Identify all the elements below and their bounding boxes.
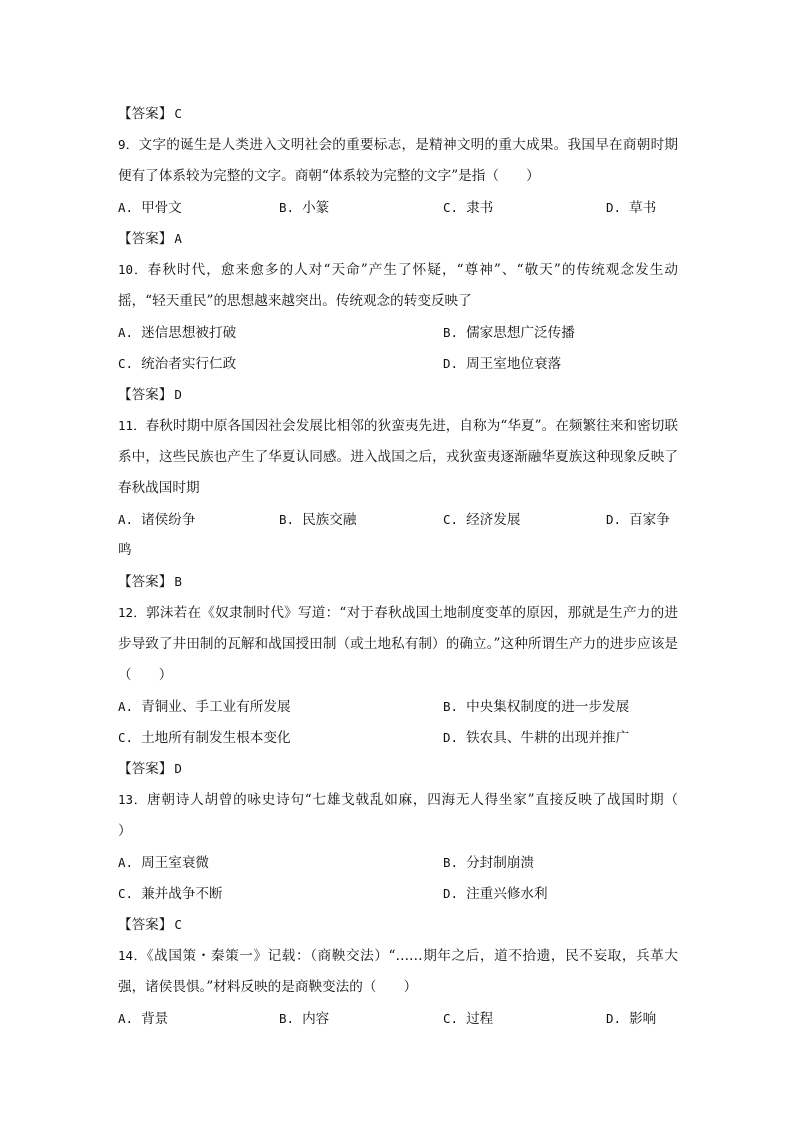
option-letter: C. (118, 886, 134, 901)
answer-line (118, 566, 678, 597)
option-a (118, 1003, 168, 1035)
option-c (118, 348, 236, 380)
question-13-options-row-1 (118, 847, 678, 878)
option-d-wrapped-text: 鸣 (118, 542, 132, 558)
option-c (443, 504, 520, 536)
question-13-stem (118, 784, 706, 847)
option-d (443, 722, 629, 754)
option-letter: D. (443, 730, 459, 745)
option-b (443, 847, 534, 879)
question-number: 13． (118, 792, 148, 807)
question-11-stem (118, 410, 678, 504)
answer-value: D (174, 387, 182, 402)
question-9-stem (118, 129, 678, 192)
answer-line (118, 98, 678, 129)
option-letter: C. (443, 1011, 459, 1026)
question-13-options-row-2 (118, 878, 678, 909)
option-b (279, 1003, 329, 1035)
option-letter: D. (443, 356, 459, 371)
option-letter: C. (443, 200, 459, 215)
option-letter: C. (118, 356, 134, 371)
answer-label: 【答案】 (118, 231, 173, 247)
answer-label: 【答案】 (118, 574, 173, 590)
question-text: 春秋时期中原各国因社会发展比相邻的狄蛮夷先进，自称为“华夏”。在频繁往来和密切联系中，这些民族也产生了华夏认同感。进入战国之后，戎狄蛮夷逐渐融华夏族这种现象反映了春秋战国时期 (118, 418, 678, 496)
question-text: 《战国策・秦策一》记载：（商鞅交法）“……期年之后，道不拾遗，民不妄取，兵革大强，诸侯畏惧。”材料反映的是商鞅变法的（ ） (118, 948, 678, 995)
answer-value: C (174, 917, 182, 932)
option-text: 草书 (629, 200, 657, 216)
option-text: 隶书 (466, 200, 494, 216)
option-text: 铁农具、牛耕的出现并推广 (466, 730, 630, 746)
answer-value: B (174, 574, 182, 589)
option-letter: B. (279, 1011, 295, 1026)
question-list (118, 98, 706, 1034)
option-a (118, 504, 195, 536)
answer-label: 【答案】 (118, 387, 173, 403)
option-c (118, 722, 291, 754)
question-9-options (118, 192, 678, 223)
option-d (443, 348, 561, 380)
option-text: 影响 (629, 1011, 657, 1027)
option-text: 青铜业、手工业有所发展 (141, 699, 291, 715)
option-text: 迷信思想被打破 (141, 325, 237, 341)
option-c (443, 1003, 493, 1035)
option-b (279, 504, 356, 536)
option-text: 小篆 (302, 200, 330, 216)
option-letter: B. (443, 325, 459, 340)
option-letter: A. (118, 512, 134, 527)
option-text: 经济发展 (466, 512, 521, 528)
option-text: 背景 (141, 1011, 169, 1027)
option-a (118, 847, 209, 879)
question-11-options (118, 504, 678, 535)
option-d (606, 192, 656, 224)
option-text: 过程 (466, 1011, 494, 1027)
option-letter: B. (443, 855, 459, 870)
option-text: 周王室地位衰落 (466, 356, 562, 372)
answer-line (118, 379, 678, 410)
question-text: 春秋时代，愈来愈多的人对“天命”产生了怀疑，“尊神”、“敬天”的传统观念发生动摇，“轻天重民”的思想越来越突出。传统观念的转变反映了 (118, 262, 678, 309)
option-d (606, 504, 670, 536)
option-text: 诸侯纷争 (141, 512, 196, 528)
option-d (606, 1003, 656, 1035)
option-letter: D. (606, 512, 622, 527)
option-text: 兼并战争不断 (141, 886, 223, 902)
option-letter: A. (118, 200, 134, 215)
option-d (443, 878, 548, 910)
option-a (118, 317, 236, 349)
option-text: 甲骨文 (141, 200, 182, 216)
answer-label: 【答案】 (118, 917, 173, 933)
answer-value: C (174, 106, 182, 121)
option-text: 分封制崩溃 (466, 855, 535, 871)
answer-line (118, 753, 678, 784)
option-letter: D. (606, 200, 622, 215)
question-text: 郭沫若在《奴隶制时代》写道：“对于春秋战国土地制度变革的原因，那就是生产力的进步导致了井田制的瓦解和战国授田制（或土地私有制）的确立。”这种所谓生产力的进步应该是（ ） (118, 605, 678, 683)
option-text: 儒家思想广泛传播 (466, 325, 575, 341)
option-text: 统治者实行仁政 (141, 356, 237, 372)
answer-line (118, 223, 678, 254)
question-number: 12． (118, 605, 146, 620)
option-c (443, 192, 493, 224)
answer-line (118, 909, 678, 940)
question-10-options-row-2 (118, 348, 678, 379)
option-a (118, 691, 291, 723)
option-letter: B. (443, 699, 459, 714)
option-text: 中央集权制度的进一步发展 (466, 699, 630, 715)
option-letter: A. (118, 699, 134, 714)
answer-value: A (174, 231, 182, 246)
question-10-options-row-1 (118, 317, 678, 348)
option-text: 内容 (302, 1011, 330, 1027)
question-number: 11． (118, 418, 146, 433)
option-text: 百家争 (629, 512, 670, 528)
option-letter: A. (118, 1011, 134, 1026)
answer-label: 【答案】 (118, 106, 173, 122)
question-10-stem (118, 254, 678, 317)
option-letter: A. (118, 855, 134, 870)
option-b (279, 192, 329, 224)
question-number: 9． (118, 137, 139, 152)
option-a (118, 192, 182, 224)
question-text: 文字的诞生是人类进入文明社会的重要标志，是精神文明的重大成果。我国早在商朝时期便有了体系较为完整的文字。商朝“体系较为完整的文字”是指（ ） (118, 137, 679, 184)
option-letter: D. (443, 886, 459, 901)
option-b (443, 691, 629, 723)
option-letter: C. (118, 730, 134, 745)
answer-value: D (174, 761, 182, 776)
question-14-options (118, 1003, 678, 1034)
question-12-stem (118, 597, 678, 691)
question-12-options-row-2 (118, 722, 678, 753)
option-b (443, 317, 575, 349)
question-number: 10． (118, 262, 148, 277)
answer-label: 【答案】 (118, 761, 173, 777)
option-text: 周王室衰微 (141, 855, 210, 871)
option-text: 民族交融 (302, 512, 357, 528)
question-12-options-row-1 (118, 691, 678, 722)
option-letter: D. (606, 1011, 622, 1026)
option-letter: B. (279, 512, 295, 527)
question-14-stem (118, 940, 678, 1003)
option-text: 注重兴修水利 (466, 886, 548, 902)
option-c (118, 878, 223, 910)
option-letter: C. (443, 512, 459, 527)
option-text: 土地所有制发生根本变化 (141, 730, 291, 746)
option-letter: A. (118, 325, 134, 340)
question-text: 唐朝诗人胡曾的咏史诗句“七雄戈戟乱如麻，四海无人得坐家”直接反映了战国时期（ ） (118, 792, 706, 839)
option-letter: B. (279, 200, 295, 215)
question-number: 14． (118, 948, 147, 963)
